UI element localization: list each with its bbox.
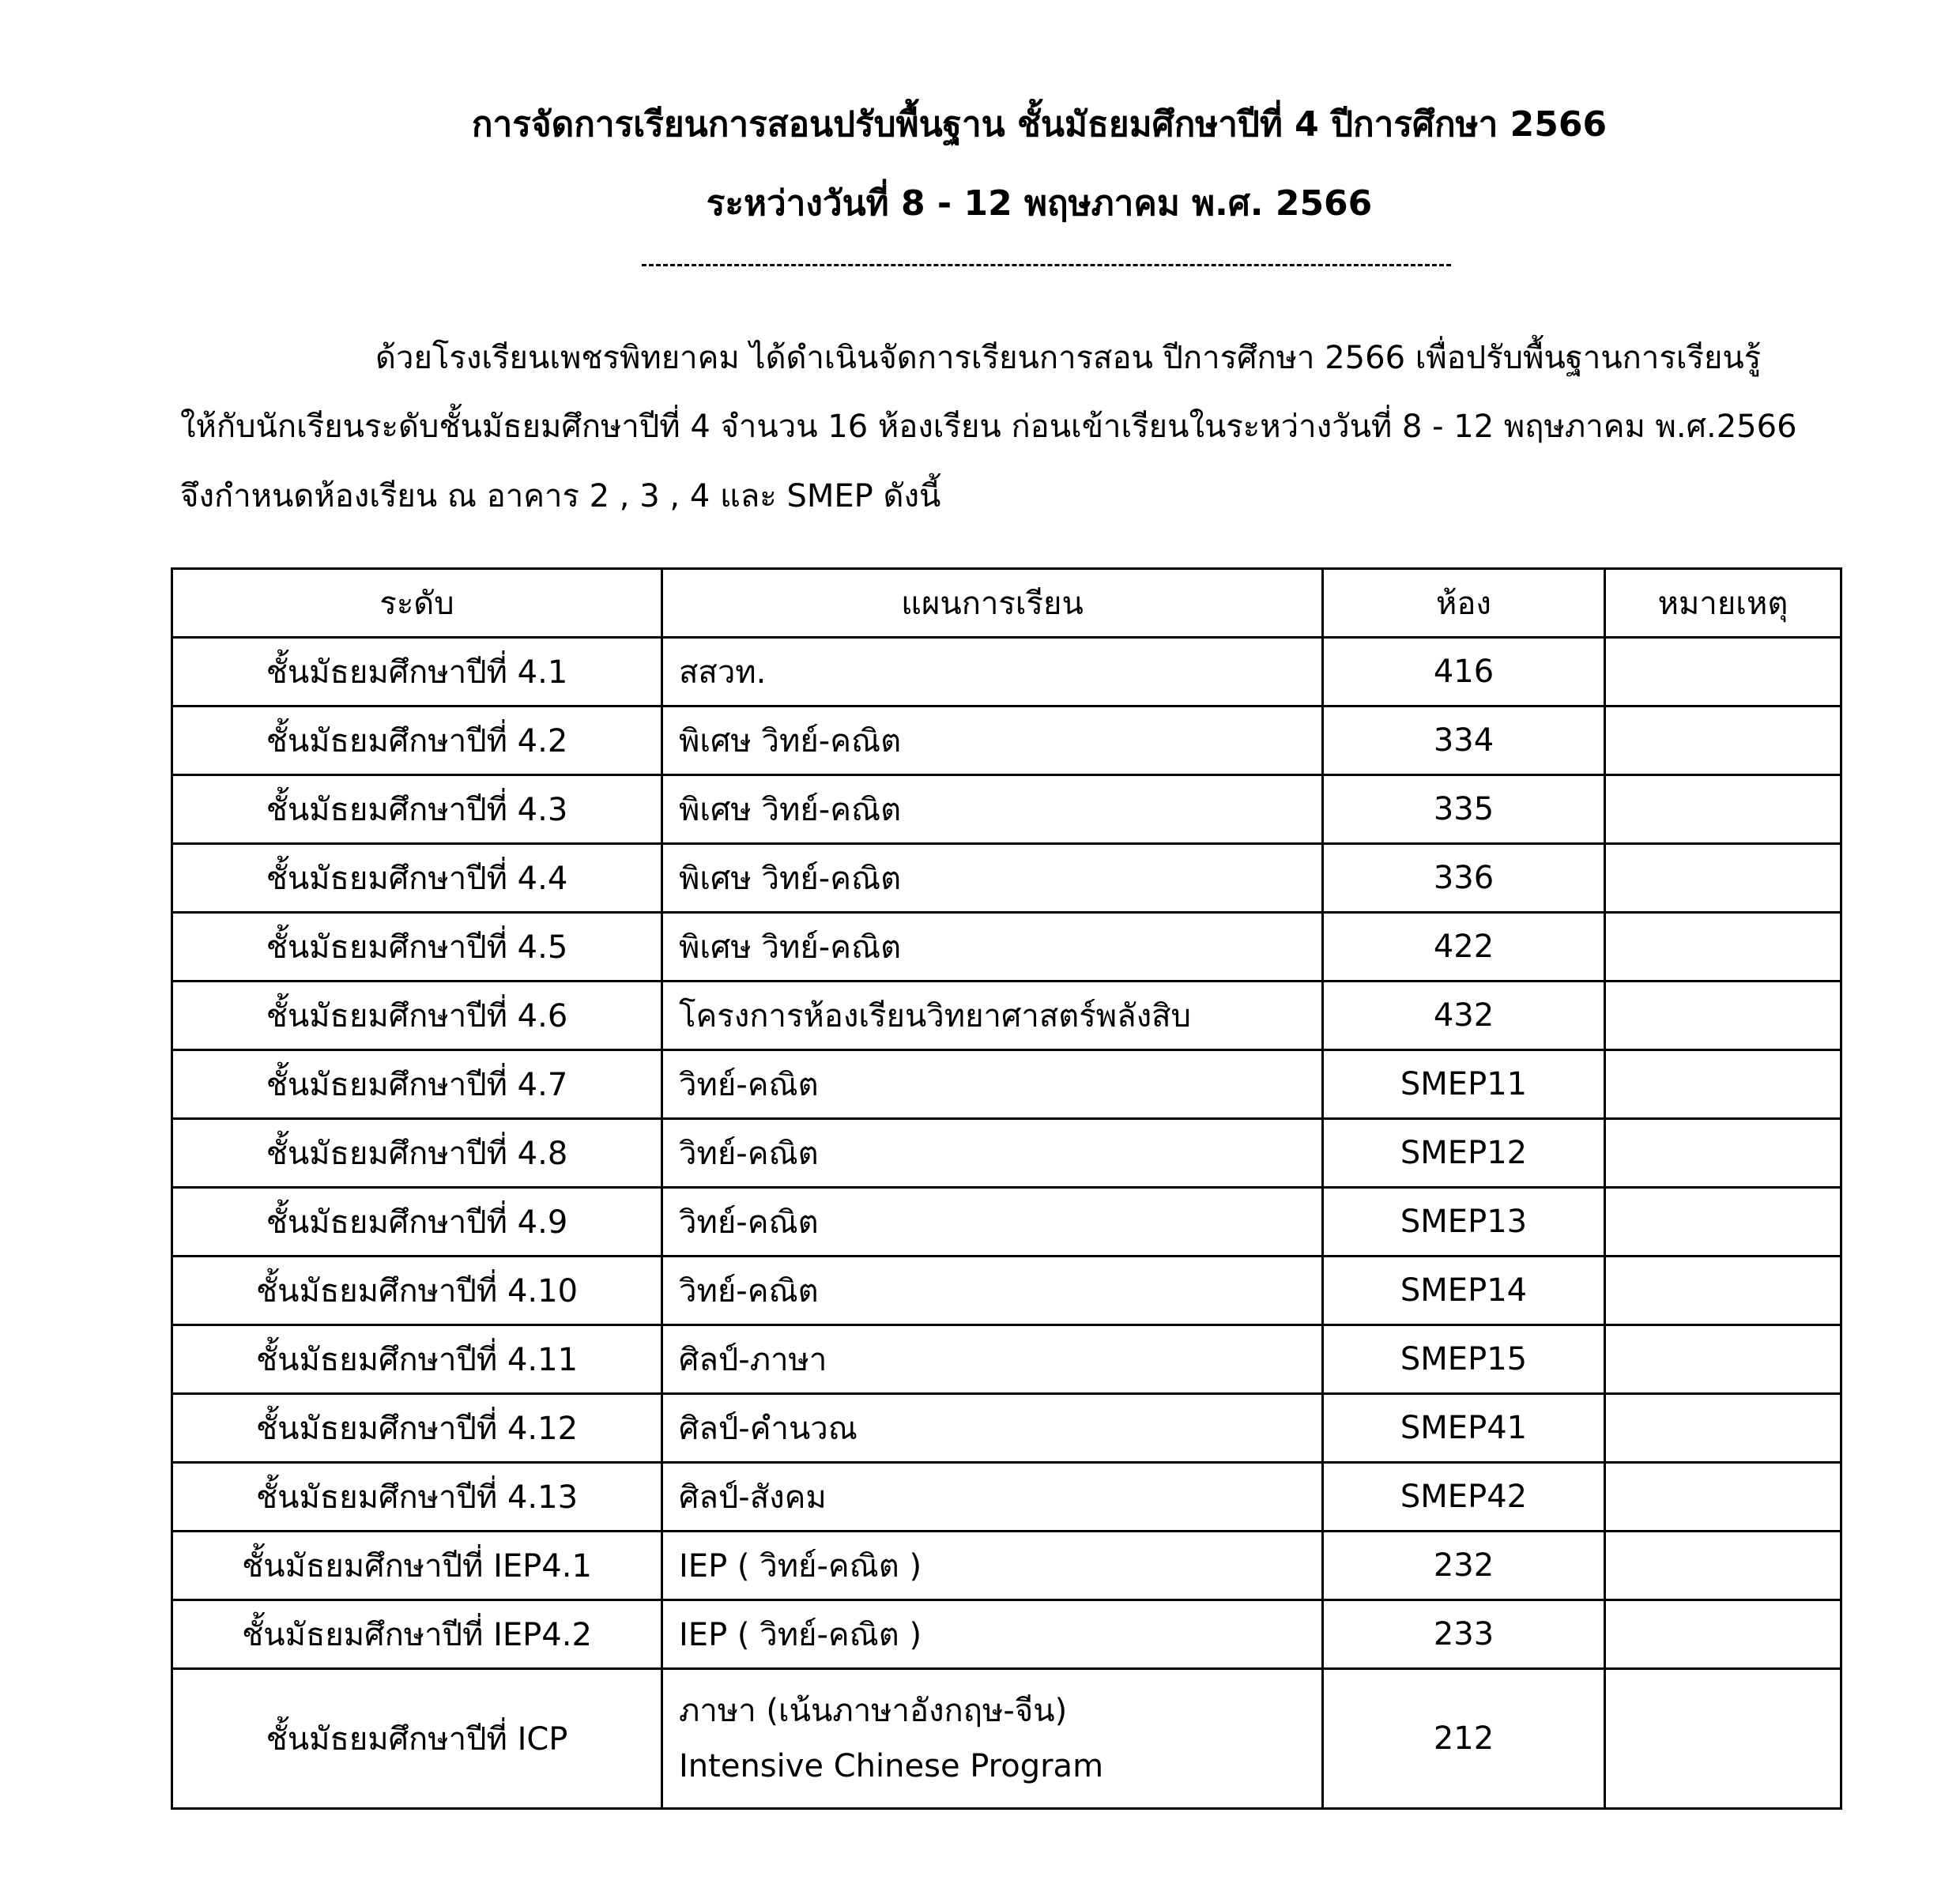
note-cell — [1605, 1463, 1841, 1532]
header-room: ห้อง — [1323, 569, 1605, 638]
plan-cell: พิเศษ วิทย์-คณิต — [662, 844, 1323, 913]
note-cell — [1605, 913, 1841, 982]
level-cell: ชั้นมัธยมศึกษาปีที่ IEP4.2 — [172, 1600, 662, 1669]
classroom-table — [171, 567, 1842, 1810]
room-cell: SMEP11 — [1323, 1050, 1605, 1119]
divider — [642, 264, 1451, 266]
room-cell: 232 — [1323, 1532, 1605, 1600]
intro-line-2: ให้กับนักเรียนระดับชั้นมัธยมศึกษาปีที่ 4 จำนวน 16 ห้องเรียน ก่อนเข้าเรียนในระหว่างวันที่ 8 - 12 พฤษภาคม พ.ศ.2566 — [180, 409, 1797, 445]
table-row — [172, 1600, 1841, 1669]
table-row — [172, 1325, 1841, 1394]
level-cell: ชั้นมัธยมศึกษาปีที่ ICP — [172, 1669, 662, 1809]
note-cell — [1605, 775, 1841, 844]
room-cell: SMEP41 — [1323, 1394, 1605, 1463]
room-cell: SMEP42 — [1323, 1463, 1605, 1532]
note-cell — [1605, 1532, 1841, 1600]
note-cell — [1605, 638, 1841, 706]
note-cell — [1605, 1394, 1841, 1463]
plan-cell: วิทย์-คณิต — [662, 1050, 1323, 1119]
table-row — [172, 1669, 1841, 1809]
plan-cell: พิเศษ วิทย์-คณิต — [662, 775, 1323, 844]
page-subtitle: ระหว่างวันที่ 8 - 12 พฤษภาคม พ.ศ. 2566 — [706, 183, 1373, 224]
level-cell: ชั้นมัธยมศึกษาปีที่ 4.13 — [172, 1463, 662, 1532]
room-cell: SMEP15 — [1323, 1325, 1605, 1394]
plan-cell: ศิลป์-ภาษา — [662, 1325, 1323, 1394]
intro-line-1: ด้วยโรงเรียนเพชรพิทยาคม ได้ดำเนินจัดการเรียนการสอน ปีการศึกษา 2566 เพื่อปรับพื้นฐานการเรียนรู้ — [375, 340, 1762, 376]
page-title: การจัดการเรียนการสอนปรับพื้นฐาน ชั้นมัธยมศึกษาปีที่ 4 ปีการศึกษา 2566 — [471, 104, 1608, 145]
table-row — [172, 775, 1841, 844]
level-cell: ชั้นมัธยมศึกษาปีที่ 4.5 — [172, 913, 662, 982]
note-cell — [1605, 1600, 1841, 1669]
header-plan: แผนการเรียน — [662, 569, 1323, 638]
room-cell: 422 — [1323, 913, 1605, 982]
plan-cell: สสวท. — [662, 638, 1323, 706]
table-row — [172, 1532, 1841, 1600]
plan-cell: IEP ( วิทย์-คณิต ) — [662, 1532, 1323, 1600]
table-header-row — [172, 569, 1841, 638]
room-cell: SMEP14 — [1323, 1257, 1605, 1325]
plan-line-2: Intensive Chinese Program — [679, 1748, 1104, 1784]
plan-line-1: ภาษา (เน้นภาษาอังกฤษ-จีน) — [679, 1693, 1068, 1729]
table-row — [172, 913, 1841, 982]
table-row — [172, 1188, 1841, 1257]
plan-cell: ศิลป์-คำนวณ — [662, 1394, 1323, 1463]
level-cell: ชั้นมัธยมศึกษาปีที่ IEP4.1 — [172, 1532, 662, 1600]
level-cell: ชั้นมัธยมศึกษาปีที่ 4.12 — [172, 1394, 662, 1463]
room-cell: 335 — [1323, 775, 1605, 844]
plan-cell — [662, 1669, 1323, 1809]
level-cell: ชั้นมัธยมศึกษาปีที่ 4.1 — [172, 638, 662, 706]
table-row — [172, 1463, 1841, 1532]
level-cell: ชั้นมัธยมศึกษาปีที่ 4.9 — [172, 1188, 662, 1257]
header-level: ระดับ — [172, 569, 662, 638]
plan-cell: วิทย์-คณิต — [662, 1257, 1323, 1325]
table-row — [172, 844, 1841, 913]
note-cell — [1605, 1050, 1841, 1119]
plan-cell: พิเศษ วิทย์-คณิต — [662, 913, 1323, 982]
table-row — [172, 1119, 1841, 1188]
level-cell: ชั้นมัธยมศึกษาปีที่ 4.7 — [172, 1050, 662, 1119]
table-row — [172, 706, 1841, 775]
level-cell: ชั้นมัธยมศึกษาปีที่ 4.3 — [172, 775, 662, 844]
level-cell: ชั้นมัธยมศึกษาปีที่ 4.8 — [172, 1119, 662, 1188]
note-cell — [1605, 1669, 1841, 1809]
room-cell: 432 — [1323, 982, 1605, 1050]
note-cell — [1605, 1325, 1841, 1394]
level-cell: ชั้นมัธยมศึกษาปีที่ 4.2 — [172, 706, 662, 775]
level-cell: ชั้นมัธยมศึกษาปีที่ 4.11 — [172, 1325, 662, 1394]
plan-cell: IEP ( วิทย์-คณิต ) — [662, 1600, 1323, 1669]
room-cell: 233 — [1323, 1600, 1605, 1669]
plan-cell: วิทย์-คณิต — [662, 1119, 1323, 1188]
room-cell: SMEP12 — [1323, 1119, 1605, 1188]
plan-cell: พิเศษ วิทย์-คณิต — [662, 706, 1323, 775]
note-cell — [1605, 1119, 1841, 1188]
plan-cell: โครงการห้องเรียนวิทยาศาสตร์พลังสิบ — [662, 982, 1323, 1050]
note-cell — [1605, 1188, 1841, 1257]
level-cell: ชั้นมัธยมศึกษาปีที่ 4.10 — [172, 1257, 662, 1325]
room-cell: 416 — [1323, 638, 1605, 706]
plan-cell: ศิลป์-สังคม — [662, 1463, 1323, 1532]
table-row — [172, 638, 1841, 706]
room-cell: 336 — [1323, 844, 1605, 913]
note-cell — [1605, 1257, 1841, 1325]
plan-cell: วิทย์-คณิต — [662, 1188, 1323, 1257]
note-cell — [1605, 706, 1841, 775]
table-row — [172, 1050, 1841, 1119]
intro-line-3: จึงกำหนดห้องเรียน ณ อาคาร 2 , 3 , 4 และ SMEP ดังนี้ — [180, 478, 941, 514]
table-row — [172, 1257, 1841, 1325]
table-row — [172, 1394, 1841, 1463]
level-cell: ชั้นมัธยมศึกษาปีที่ 4.6 — [172, 982, 662, 1050]
level-cell: ชั้นมัธยมศึกษาปีที่ 4.4 — [172, 844, 662, 913]
room-cell: 212 — [1323, 1669, 1605, 1809]
note-cell — [1605, 982, 1841, 1050]
note-cell — [1605, 844, 1841, 913]
header-note: หมายเหตุ — [1605, 569, 1841, 638]
room-cell: 334 — [1323, 706, 1605, 775]
table-row — [172, 982, 1841, 1050]
room-cell: SMEP13 — [1323, 1188, 1605, 1257]
